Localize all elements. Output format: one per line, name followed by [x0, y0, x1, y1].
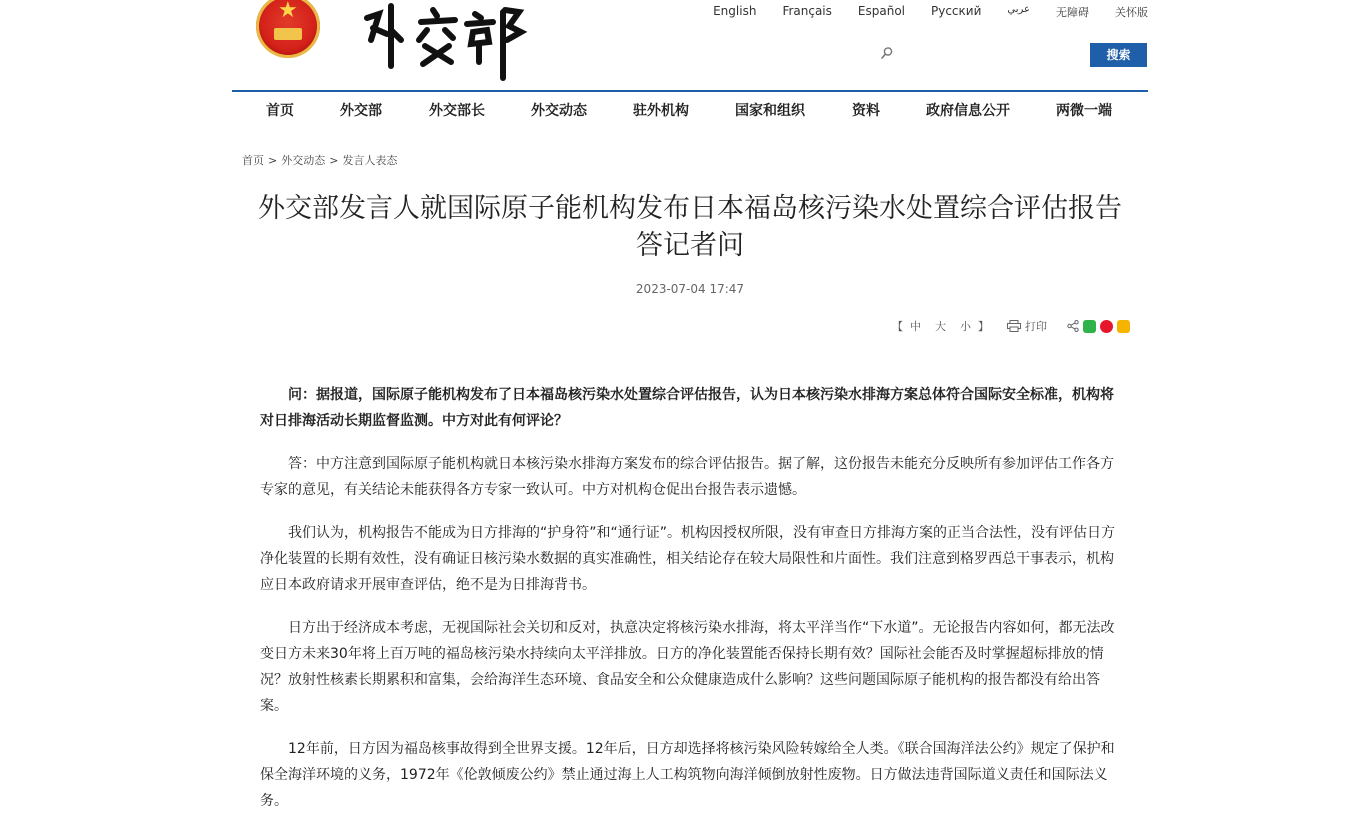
nav-item-ministry[interactable]: 外交部: [340, 103, 382, 119]
qzone-icon[interactable]: [1117, 320, 1130, 333]
accessibility-link[interactable]: 无障碍: [1056, 6, 1089, 19]
article-title: 外交部发言人就国际原子能机构发布日本福岛核污染水处置综合评估报告答记者问: [258, 193, 1122, 261]
nav-item-resources[interactable]: 资料: [852, 103, 880, 119]
care-mode-link[interactable]: 关怀版: [1115, 6, 1148, 19]
font-size-small-button[interactable]: 小: [960, 320, 971, 333]
print-button[interactable]: [1007, 318, 1047, 334]
article-date: 2023-07-04 17:47: [635, 282, 745, 296]
lang-english-link[interactable]: English: [713, 4, 757, 18]
search-button[interactable]: 搜索: [1090, 43, 1147, 67]
printer-icon: [1007, 320, 1021, 332]
nav-divider: [232, 90, 1148, 92]
article-paragraph: 我们认为，机构报告不能成为日方排海的“护身符”和“通行证”。机构因授权所限，没有审查日方排海方案的正当合法性，没有评估日方净化装置的长期有效性，没有确证日核污染水数据的真实准确性，相关结论存在较大局限性和片面性。我们注意到格罗西总干事表示，机构应日本政府请求开展审查评估，绝不是为日排海背书。: [260, 525, 1116, 593]
nav-item-missions[interactable]: 驻外机构: [633, 103, 689, 119]
print-label: 打印: [1025, 320, 1047, 333]
article-paragraph: 日方出于经济成本考虑，无视国际社会关切和反对，执意决定将核污染水排海，将太平洋当作“下水道”。无论报告内容如何，都无法改变日方未来30年将上百万吨的福岛核污染水持续向太平洋排放。日方的净化装置能否保持长期有效？国际社会能否及时掌握超标排放的情况？放射性核素长期累积和富集，会给海洋生态环境、食品安全和公众健康造成什么影响？这些问题国际原子能机构的报告都没有给出答案。: [260, 620, 1115, 714]
nav-item-minister[interactable]: 外交部长: [429, 103, 485, 119]
font-size-bracket-open: 【: [892, 320, 903, 333]
breadcrumb-separator: >: [268, 154, 278, 167]
breadcrumb-spokesperson-link[interactable]: 发言人表态: [342, 154, 398, 167]
main-nav: [232, 100, 1148, 126]
emblem-gate-icon: [274, 28, 302, 40]
share-bar: [1067, 320, 1130, 333]
breadcrumb: [242, 152, 397, 168]
search-icon[interactable]: [880, 46, 894, 60]
breadcrumb-separator: >: [329, 154, 339, 167]
lang-russian-link[interactable]: Русский: [931, 4, 982, 18]
emblem-star-icon: ★: [278, 0, 298, 23]
article-body: [260, 382, 1120, 831]
article-question: 问：据报道，国际原子能机构发布了日本福岛核污染水处置综合评估报告，认为日本核污染水排海方案总体符合国际安全标准，机构将对日排海活动长期监督监测。中方对此有何评论？: [260, 387, 1114, 429]
font-size-large-button[interactable]: 大: [935, 320, 946, 333]
nav-item-home[interactable]: 首页: [266, 103, 294, 119]
language-bar: [687, 4, 1148, 20]
nav-item-countries[interactable]: 国家和组织: [735, 103, 805, 119]
article-paragraph: 答：中方注意到国际原子能机构就日本核污染水排海方案发布的综合评估报告。据了解，这份报告未能充分反映所有参加评估工作各方专家的意见，有关结论未能获得各方专家一致认可。中方对机构仓促出台报告表示遗憾。: [260, 456, 1114, 498]
lang-arabic-link[interactable]: عربي: [1007, 4, 1030, 15]
font-size-switcher: [892, 318, 989, 334]
nav-item-gov-info[interactable]: 政府信息公开: [926, 103, 1010, 119]
article-tools: [892, 318, 1130, 334]
national-emblem-icon[interactable]: [256, 0, 320, 58]
lang-french-link[interactable]: Français: [782, 4, 832, 18]
content-wrapper: [232, 0, 1148, 809]
share-icon[interactable]: [1067, 320, 1079, 332]
weibo-icon[interactable]: [1100, 320, 1113, 333]
nav-item-media[interactable]: 两微一端: [1056, 103, 1112, 119]
breadcrumb-activities-link[interactable]: 外交动态: [281, 154, 326, 167]
font-size-medium-button[interactable]: 中: [910, 320, 921, 333]
font-size-bracket-close: 】: [978, 320, 989, 333]
breadcrumb-home-link[interactable]: 首页: [242, 154, 264, 167]
calligraphy-logo[interactable]: [357, 0, 537, 80]
nav-item-activities[interactable]: 外交动态: [531, 103, 587, 119]
lang-spanish-link[interactable]: Español: [857, 4, 905, 18]
wechat-icon[interactable]: [1083, 320, 1096, 333]
article-paragraph: 12年前，日方因为福岛核事故得到全世界支援。12年后，日方却选择将核污染风险转嫁给全人类。《联合国海洋法公约》规定了保护和保全海洋环境的义务，1972年《伦敦倾废公约》禁止通过海上人工构筑物向海洋倾倒放射性废物。日方做法违背国际道义责任和国际法义务。: [260, 741, 1115, 809]
